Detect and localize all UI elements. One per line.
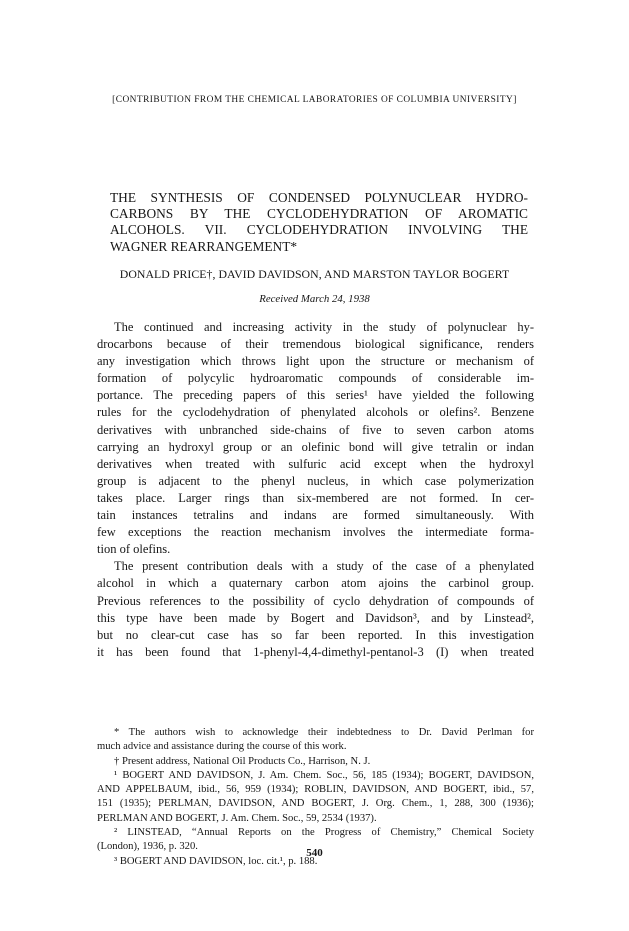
body-line: tion of olefins. (97, 542, 171, 557)
body-line: The present contribution deals with a study of the case of a phenylated (114, 559, 534, 574)
page-number: 540 (306, 847, 323, 859)
body-line: derivatives with unbranched side-chains of five to seven carbon atoms (97, 422, 534, 437)
body-line: formation of polycylic hydroaromatic compounds of considerable im- (97, 371, 534, 386)
article-title (110, 190, 528, 255)
body-line: The continued and increasing activity in the study of polynuclear hy- (114, 320, 534, 334)
body-line: this type have been made by Bogert and Davidson³, and by Linstead², (97, 610, 534, 625)
body-line: group is adjacent to the phenyl nucleus, in which case polymerization (97, 473, 534, 488)
title-line: THE SYNTHESIS OF CONDENSED POLYNUCLEAR HYDRO- (110, 190, 528, 205)
body-line: alcohol in which a quaternary carbon atom ajoins the carbinol group. (97, 576, 534, 591)
body-line: derivatives when treated with sulfuric acid except when the hydroxyl (97, 456, 534, 471)
body-line: it has been found that 1-phenyl-4,4-dimethyl-pentanol-3 (I) when treated (97, 644, 534, 659)
body-line: rules for the cyclodehydration of phenylated alcohols or olefins². Benzene (97, 405, 534, 420)
footnote-line: 151 (1935); PERLMAN, DAVIDSON, AND BOGERT, J. Org. Chem., 1, 288, 300 (1936); (97, 798, 534, 810)
body-line: takes place. Larger rings than six-membered are not formed. In cer- (97, 490, 534, 505)
body-line: carrying an hydroxyl group or an olefinic bond will give tetralin or indan (97, 439, 534, 454)
body-line: portance. The preceding papers of this series¹ have yielded the following (97, 388, 534, 403)
footnote-line: † Present address, National Oil Products Co., Harrison, N. J. (114, 755, 371, 767)
author-list: DONALD PRICE†, DAVID DAVIDSON, AND MARSTON TAYLOR BOGERT (119, 267, 510, 281)
body-line: few exceptions the reaction mechanism involves the intermediate forma- (97, 525, 534, 540)
title-line: ALCOHOLS. VII. CYCLODEHYDRATION INVOLVING THE (110, 222, 528, 238)
footnote-line: (London), 1936, p. 320. (97, 841, 198, 853)
body-line: but no clear-cut case has so far been reported. In this investigation (97, 627, 534, 642)
body-text (97, 319, 534, 661)
footnote-line: ¹ BOGERT AND DAVIDSON, J. Am. Chem. Soc., 56, 185 (1934); BOGERT, DAVIDSON, (114, 769, 534, 781)
footnote-line: ² LINSTEAD, “Annual Reports on the Progress of Chemistry,” Chemical Society (114, 827, 534, 839)
body-line: drocarbons because of their tremendous biological significance, renders (97, 337, 534, 352)
footnote-line: ³ BOGERT AND DAVIDSON, loc. cit.¹, p. 188. (114, 855, 318, 867)
footnote-line: * The authors wish to acknowledge their indebtedness to Dr. David Perlman for (114, 727, 534, 738)
received-date: Received March 24, 1938 (259, 293, 370, 305)
footnote-line: PERLMAN AND BOGERT, J. Am. Chem. Soc., 59, 2534 (1937). (97, 812, 377, 824)
footnote-line: AND APPELBAUM, ibid., 56, 959 (1934); ROBLIN, DAVIDSON, AND BOGERT, ibid., 57, (97, 784, 534, 796)
footnote-line: much advice and assistance during the course of this work. (97, 741, 347, 753)
contribution-header: [CONTRIBUTION FROM THE CHEMICAL LABORATORIES OF COLUMBIA UNIVERSITY] (112, 95, 517, 105)
body-line: tain instances tetralins and indans are formed simultaneously. With (97, 508, 534, 523)
title-line: CARBONS BY THE CYCLODEHYDRATION OF AROMATIC (110, 206, 528, 222)
title-line: WAGNER REARRANGEMENT* (110, 238, 298, 254)
body-line: Previous references to the possibility of cyclo dehydration of compounds of (97, 593, 534, 608)
body-line: any investigation which throws light upon the structure or mechanism of (97, 354, 534, 369)
